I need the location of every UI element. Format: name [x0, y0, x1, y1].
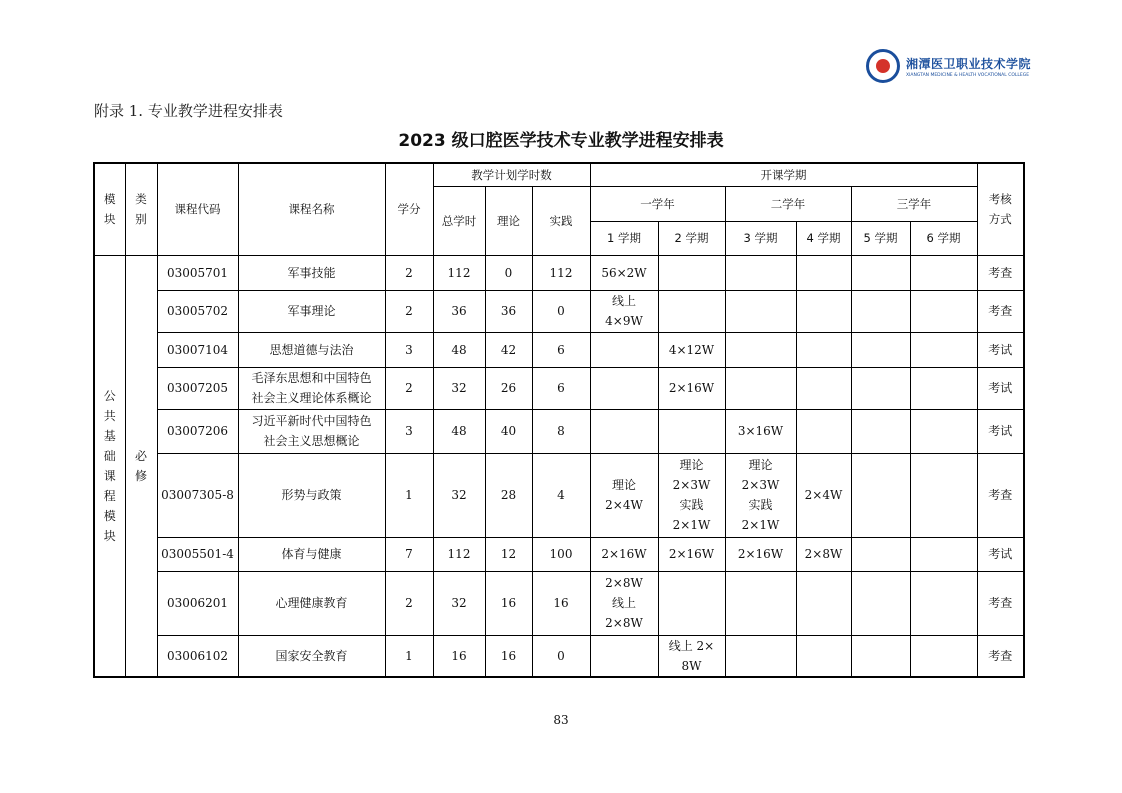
table-row — [94, 409, 1024, 453]
theory-hours-cell: 16 — [485, 635, 532, 677]
category-cell: 必 修 — [125, 255, 157, 677]
term-1-cell — [590, 332, 658, 367]
col-credit: 学分 — [385, 163, 433, 255]
assessment-cell: 考试 — [977, 409, 1024, 453]
assessment-cell: 考试 — [977, 537, 1024, 571]
term-3-cell: 理论 2×3W 实践 2×1W — [725, 453, 796, 537]
term-1-cell: 2×16W — [590, 537, 658, 571]
course-code-cell: 03005501-4 — [157, 537, 238, 571]
theory-hours-cell: 42 — [485, 332, 532, 367]
term-2-cell: 4×12W — [658, 332, 725, 367]
total-hours-cell: 16 — [433, 635, 485, 677]
course-code-cell: 03007205 — [157, 367, 238, 409]
col-module-text: 模 块 — [104, 192, 116, 227]
credit-cell: 2 — [385, 367, 433, 409]
table-row — [94, 255, 1024, 290]
total-hours-cell: 36 — [433, 290, 485, 332]
col-term-4: 4 学期 — [796, 221, 851, 255]
table-row — [94, 537, 1024, 571]
term-5-cell — [851, 537, 910, 571]
col-total-hours: 总学时 — [433, 186, 485, 255]
col-theory-hours: 理论 — [485, 186, 532, 255]
term-6-cell — [910, 367, 977, 409]
assessment-cell: 考查 — [977, 255, 1024, 290]
col-term-1: 1 学期 — [590, 221, 658, 255]
term-4-cell — [796, 635, 851, 677]
term-1-cell — [590, 367, 658, 409]
col-name: 课程名称 — [238, 163, 385, 255]
appendix-label: 附录 1. 专业教学进程安排表 — [94, 102, 283, 120]
col-practice-hours: 实践 — [532, 186, 590, 255]
module-cell: 公 共 基 础 课 程 模 块 — [94, 255, 125, 677]
term-5-cell — [851, 255, 910, 290]
term-6-cell — [910, 537, 977, 571]
practice-hours-cell: 8 — [532, 409, 590, 453]
course-name-cell: 国家安全教育 — [238, 635, 385, 677]
course-name-cell: 军事理论 — [238, 290, 385, 332]
term-4-cell — [796, 255, 851, 290]
term-5-cell — [851, 332, 910, 367]
practice-hours-cell: 6 — [532, 332, 590, 367]
col-year-3: 三学年 — [851, 186, 977, 221]
term-3-cell: 2×16W — [725, 537, 796, 571]
college-logo — [866, 44, 1032, 88]
term-1-cell: 理论 2×4W — [590, 453, 658, 537]
term-2-cell — [658, 290, 725, 332]
assessment-cell: 考查 — [977, 290, 1024, 332]
term-1-cell: 56×2W — [590, 255, 658, 290]
term-4-cell — [796, 290, 851, 332]
assessment-cell: 考查 — [977, 571, 1024, 635]
col-category — [125, 163, 157, 255]
practice-hours-cell: 16 — [532, 571, 590, 635]
total-hours-cell: 112 — [433, 537, 485, 571]
assessment-cell: 考查 — [977, 453, 1024, 537]
logo-text-block — [906, 55, 1031, 78]
page-number: 83 — [553, 713, 569, 727]
term-2-cell: 理论 2×3W 实践 2×1W — [658, 453, 725, 537]
term-1-cell: 2×8W 线上 2×8W — [590, 571, 658, 635]
term-3-cell — [725, 635, 796, 677]
term-5-cell — [851, 571, 910, 635]
course-code-cell: 03005702 — [157, 290, 238, 332]
course-code-cell: 03005701 — [157, 255, 238, 290]
table-row — [94, 635, 1024, 677]
theory-hours-cell: 28 — [485, 453, 532, 537]
logo-chinese-name: 湘潭医卫职业技术学院 — [906, 56, 1032, 71]
term-4-cell — [796, 367, 851, 409]
course-name-cell: 军事技能 — [238, 255, 385, 290]
page-title: 2023 级口腔医学技术专业教学进程安排表 — [398, 131, 724, 151]
term-6-cell — [910, 255, 977, 290]
col-code: 课程代码 — [157, 163, 238, 255]
col-year-2: 二学年 — [725, 186, 851, 221]
practice-hours-cell: 4 — [532, 453, 590, 537]
practice-hours-cell: 6 — [532, 367, 590, 409]
course-name-cell: 心理健康教育 — [238, 571, 385, 635]
term-6-cell — [910, 635, 977, 677]
theory-hours-cell: 40 — [485, 409, 532, 453]
term-4-cell: 2×8W — [796, 537, 851, 571]
total-hours-cell: 48 — [433, 409, 485, 453]
col-term-3: 3 学期 — [725, 221, 796, 255]
course-code-cell: 03007305-8 — [157, 453, 238, 537]
term-4-cell — [796, 332, 851, 367]
course-code-cell: 03006201 — [157, 571, 238, 635]
credit-cell: 7 — [385, 537, 433, 571]
credit-cell: 3 — [385, 332, 433, 367]
total-hours-cell: 112 — [433, 255, 485, 290]
term-6-cell — [910, 571, 977, 635]
course-name-cell: 思想道德与法治 — [238, 332, 385, 367]
total-hours-cell: 32 — [433, 367, 485, 409]
col-hours-group: 教学计划学时数 — [433, 163, 590, 186]
total-hours-cell: 32 — [433, 571, 485, 635]
term-2-cell — [658, 255, 725, 290]
term-1-cell — [590, 409, 658, 453]
term-3-cell — [725, 367, 796, 409]
table-row — [94, 571, 1024, 635]
col-term-group: 开课学期 — [590, 163, 977, 186]
col-assessment-text: 考核 方式 — [988, 192, 1012, 227]
practice-hours-cell: 0 — [532, 635, 590, 677]
credit-cell: 1 — [385, 635, 433, 677]
term-3-cell — [725, 332, 796, 367]
credit-cell: 2 — [385, 255, 433, 290]
term-4-cell — [796, 571, 851, 635]
table-row — [94, 367, 1024, 409]
course-name-cell: 形势与政策 — [238, 453, 385, 537]
total-hours-cell: 48 — [433, 332, 485, 367]
logo-english-name: XIANGTAN MEDICINE & HEALTH VOCATIONAL COLLEGE — [906, 72, 1030, 78]
teaching-schedule-table — [93, 162, 1025, 678]
col-module — [94, 163, 125, 255]
term-5-cell — [851, 635, 910, 677]
assessment-cell: 考试 — [977, 367, 1024, 409]
term-3-cell — [725, 255, 796, 290]
term-3-cell: 3×16W — [725, 409, 796, 453]
term-4-cell — [796, 409, 851, 453]
term-6-cell — [910, 332, 977, 367]
table-row — [94, 290, 1024, 332]
term-2-cell: 2×16W — [658, 367, 725, 409]
term-5-cell — [851, 453, 910, 537]
term-6-cell — [910, 409, 977, 453]
practice-hours-cell: 112 — [532, 255, 590, 290]
term-5-cell — [851, 290, 910, 332]
course-code-cell: 03007104 — [157, 332, 238, 367]
course-name-cell: 习近平新时代中国特色 社会主义思想概论 — [238, 409, 385, 453]
theory-hours-cell: 0 — [485, 255, 532, 290]
term-3-cell — [725, 571, 796, 635]
term-4-cell: 2×4W — [796, 453, 851, 537]
term-6-cell — [910, 453, 977, 537]
col-term-2: 2 学期 — [658, 221, 725, 255]
term-3-cell — [725, 290, 796, 332]
col-category-text: 类 别 — [135, 192, 147, 227]
term-6-cell — [910, 290, 977, 332]
assessment-cell: 考查 — [977, 635, 1024, 677]
term-2-cell — [658, 409, 725, 453]
term-5-cell — [851, 367, 910, 409]
credit-cell: 2 — [385, 290, 433, 332]
theory-hours-cell: 12 — [485, 537, 532, 571]
term-2-cell: 线上 2× 8W — [658, 635, 725, 677]
theory-hours-cell: 16 — [485, 571, 532, 635]
theory-hours-cell: 36 — [485, 290, 532, 332]
term-1-cell: 线上 4×9W — [590, 290, 658, 332]
total-hours-cell: 32 — [433, 453, 485, 537]
credit-cell: 3 — [385, 409, 433, 453]
credit-cell: 2 — [385, 571, 433, 635]
table-row — [94, 332, 1024, 367]
practice-hours-cell: 0 — [532, 290, 590, 332]
table-row — [94, 453, 1024, 537]
practice-hours-cell: 100 — [532, 537, 590, 571]
term-1-cell — [590, 635, 658, 677]
course-name-cell: 毛泽东思想和中国特色 社会主义理论体系概论 — [238, 367, 385, 409]
col-year-1: 一学年 — [590, 186, 725, 221]
col-assessment — [977, 163, 1024, 255]
theory-hours-cell: 26 — [485, 367, 532, 409]
course-code-cell: 03006102 — [157, 635, 238, 677]
course-code-cell: 03007206 — [157, 409, 238, 453]
term-2-cell: 2×16W — [658, 537, 725, 571]
course-name-cell: 体育与健康 — [238, 537, 385, 571]
college-emblem-icon — [866, 49, 900, 83]
term-2-cell — [658, 571, 725, 635]
assessment-cell: 考试 — [977, 332, 1024, 367]
col-term-5: 5 学期 — [851, 221, 910, 255]
term-5-cell — [851, 409, 910, 453]
col-term-6: 6 学期 — [910, 221, 977, 255]
credit-cell: 1 — [385, 453, 433, 537]
